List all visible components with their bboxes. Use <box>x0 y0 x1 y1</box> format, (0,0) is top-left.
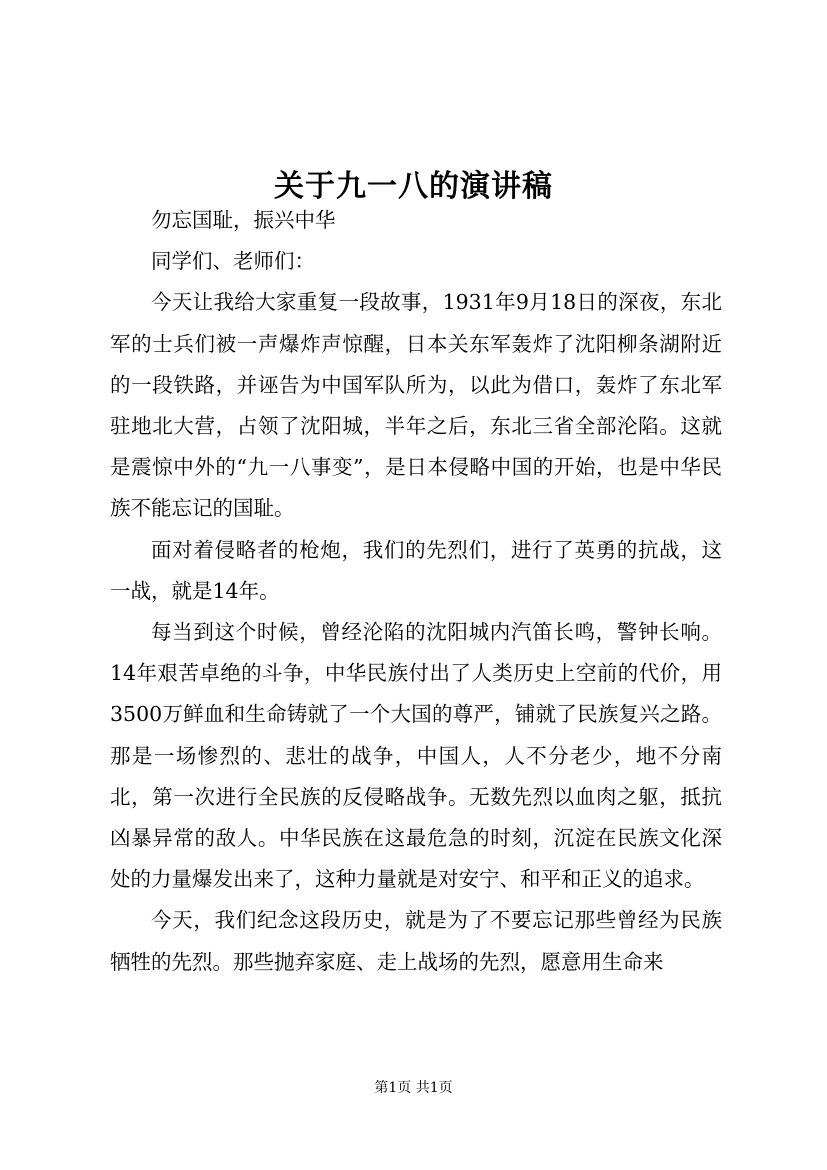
body-paragraph: 今天让我给大家重复一段故事，1931年9月18日的深夜，东北军的士兵们被一声爆炸声惊醒，日本关东军轰炸了沈阳柳条湖附近的一段铁路，并诬告为中国军队所为，以此为借口，轰炸了东北军驻地北大营，占领了沈阳城，半年之后，东北三省全部沦陷。这就是震惊中外的“九一八事变”，是日本侵略中国的开始，也是中华民族不能忘记的国耻。 <box>110 290 722 521</box>
document-body <box>110 200 722 983</box>
greeting-paragraph: 同学们、老师们： <box>151 249 315 274</box>
body-paragraph: 每当到这个时候，曾经沦陷的沈阳城内汽笛长鸣，警钟长响。14年艰苦卓绝的斗争，中华民族付出了人类历史上空前的代价，用3500万鲜血和生命铸就了一个大国的尊严，铺就了民族复兴之路。那是一场惨烈的、悲壮的战争，中国人，人不分老少，地不分南北，第一次进行全民族的反侵略战争。无数先烈以血肉之躯，抵抗凶暴异常的敌人。中华民族在这最危急的时刻，沉淀在民族文化深处的力量爆发出来了，这种力量就是对安宁、和平和正义的追求。 <box>110 620 722 892</box>
body-paragraph: 今天，我们纪念这段历史，就是为了不要忘记那些曾经为民族牺牲的先烈。那些抛弃家庭、走上战场的先烈，愿意用生命来 <box>110 908 722 974</box>
page-footer: 第1页 共1页 <box>374 1080 453 1096</box>
slogan-paragraph: 勿忘国耻，振兴中华 <box>151 208 336 232</box>
document-title: 关于九一八的演讲稿 <box>274 169 553 205</box>
body-paragraph: 面对着侵略者的枪炮，我们的先烈们，进行了英勇的抗战，这一战，就是14年。 <box>110 537 722 603</box>
